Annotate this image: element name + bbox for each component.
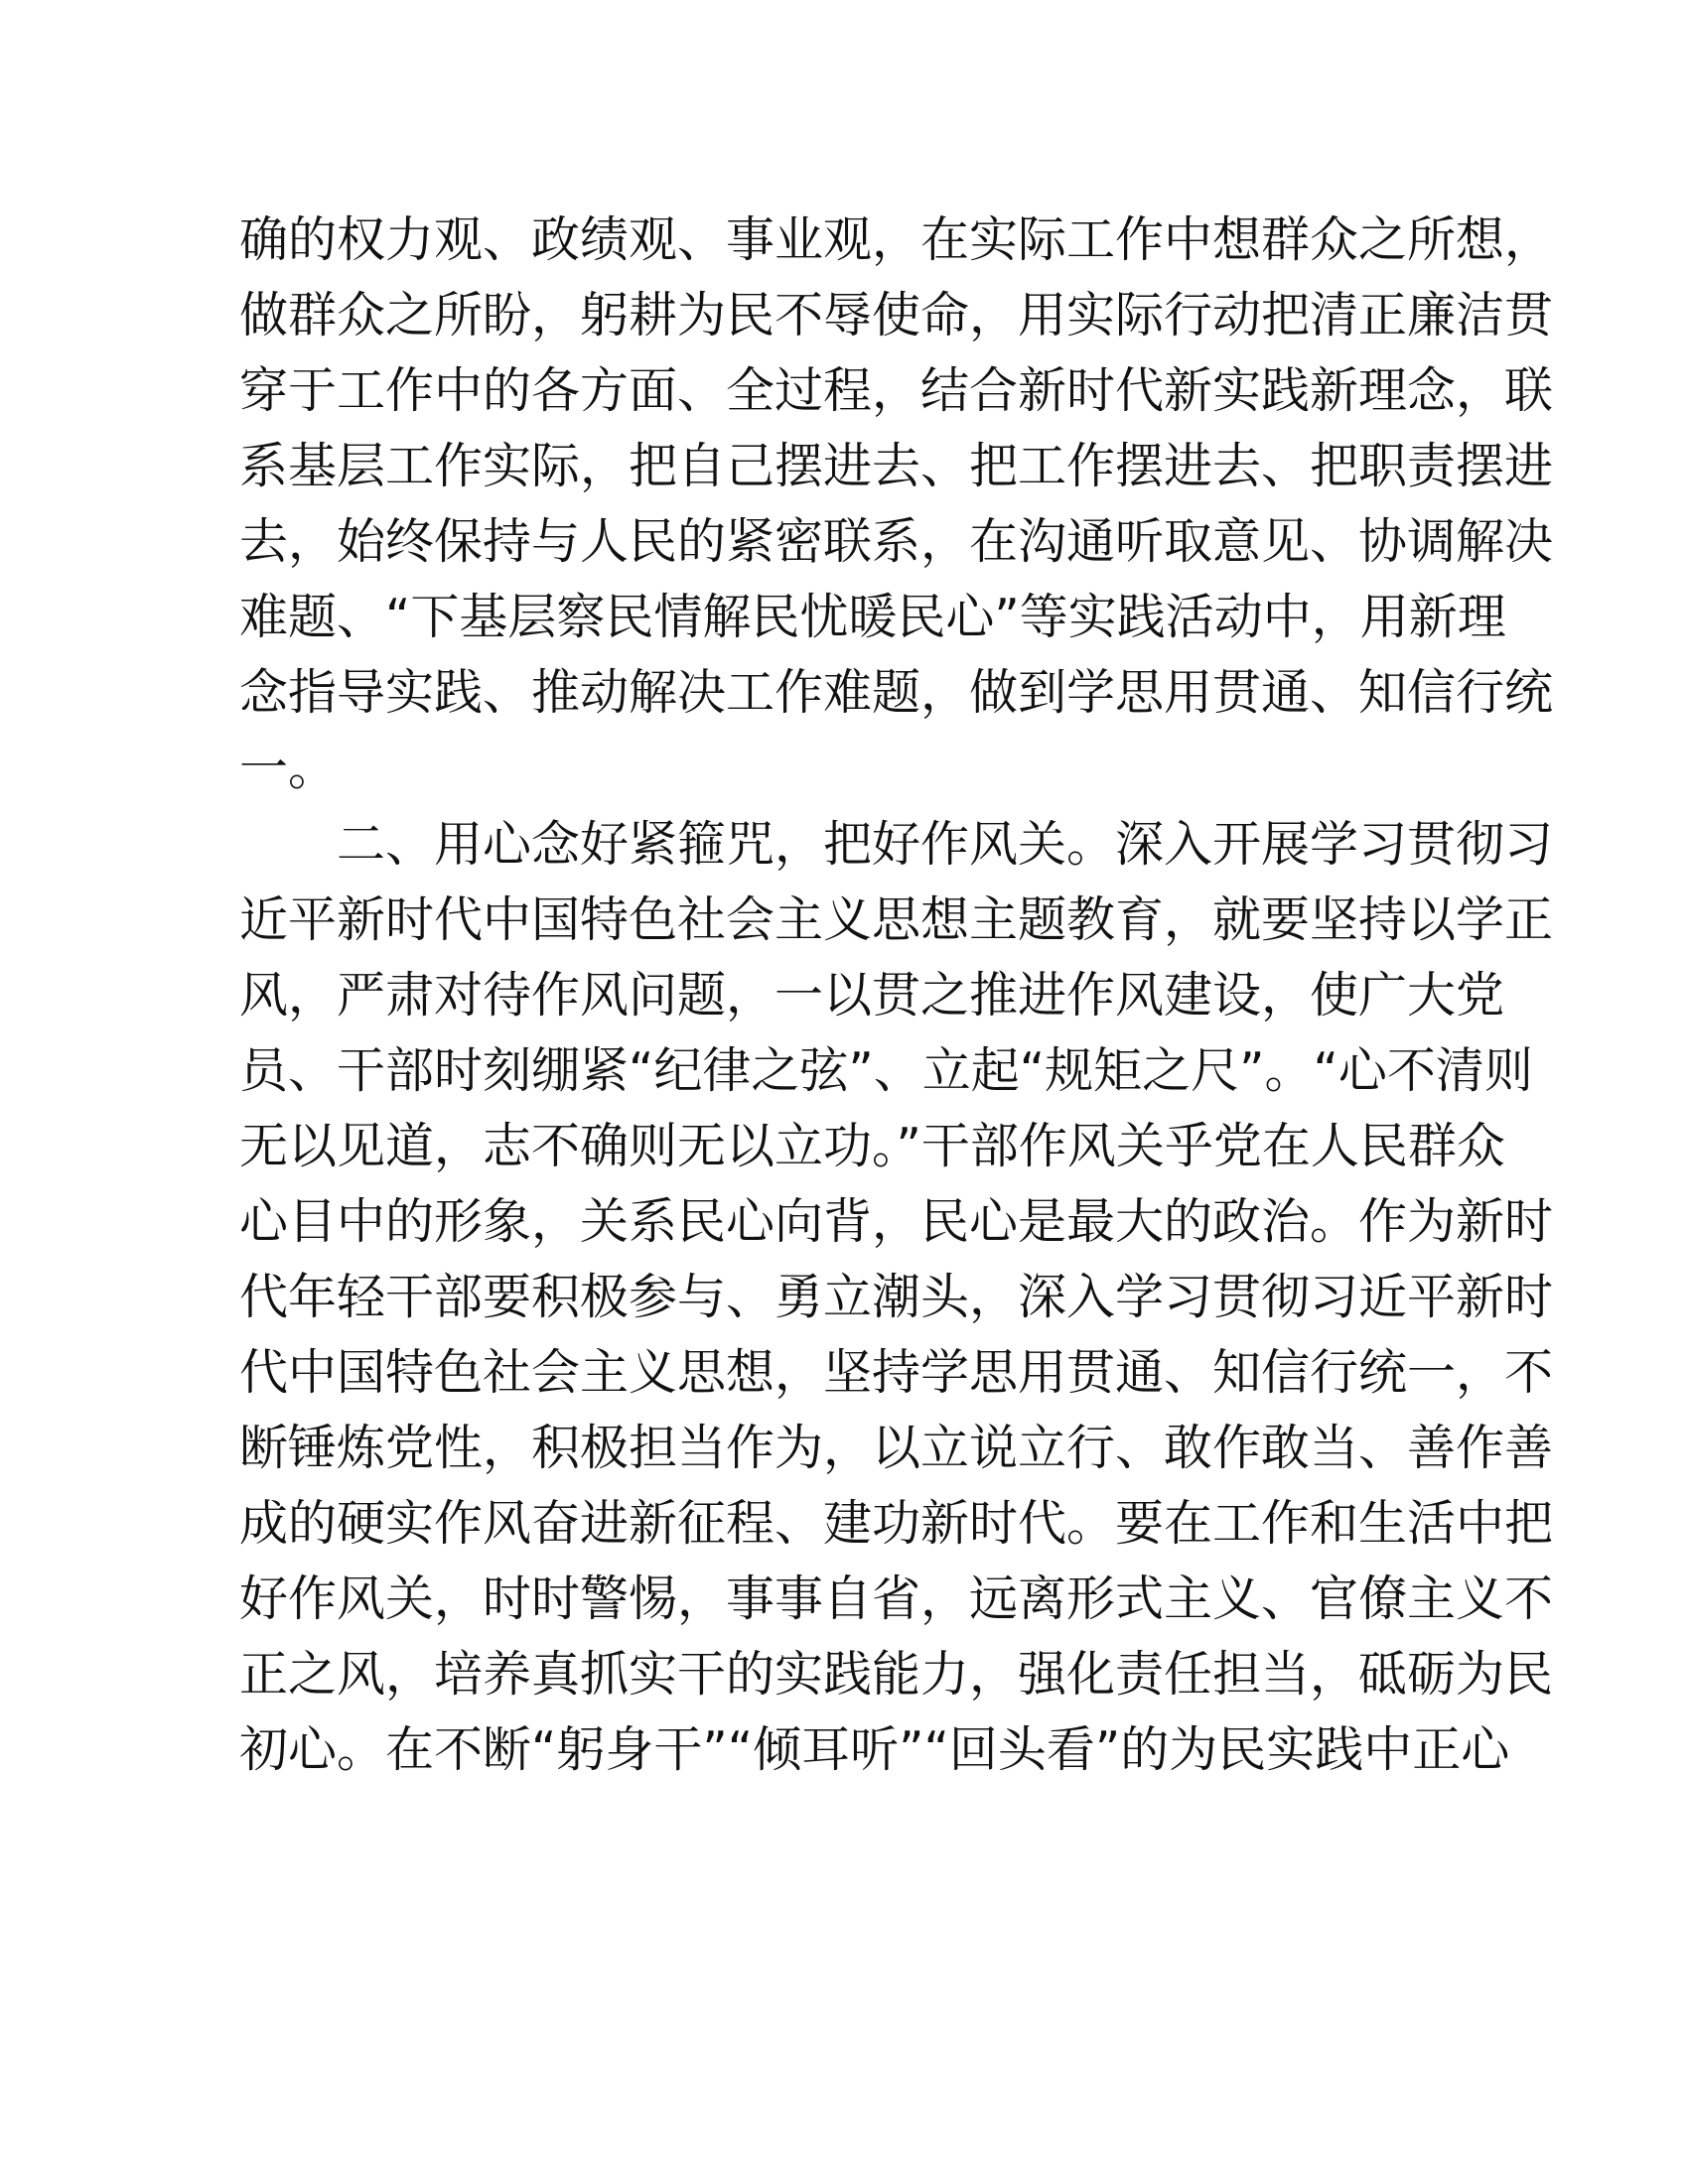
text-line: 代年轻干部要积极参与、勇立潮头，深入学习贯彻习近平新时 (239, 1269, 1554, 1325)
text-line: 代中国特色社会主义思想，坚持学思用贯通、知信行统一，不 (239, 1344, 1554, 1401)
text-line: 一。 (239, 740, 338, 796)
text-line: 系基层工作实际，把自己摆进去、把工作摆进去、把职责摆进 (239, 438, 1554, 494)
text-line: 风，严肃对待作风问题，一以贯之推进作风建设，使广大党 (239, 967, 1505, 1024)
section-two-paragraph (239, 807, 1554, 1788)
text-line: 初心。在不断“躬身干”“倾耳听”“回头看”的为民实践中正心 (239, 1721, 1510, 1778)
text-line: 心目中的形象，关系民心向背，民心是最大的政治。作为新时 (239, 1193, 1554, 1250)
text-line: 做群众之所盼，躬耕为民不辱使命，用实际行动把清正廉洁贯 (239, 287, 1554, 343)
text-line: 确的权力观、政绩观、事业观，在实际工作中想群众之所想， (239, 211, 1554, 268)
text-line: 无以见道，志不确则无以立功。”干部作风关乎党在人民群众 (239, 1118, 1505, 1174)
paragraph-continued (239, 203, 1554, 806)
text-line: 近平新时代中国特色社会主义思想主题教育，就要坚持以学正 (239, 891, 1554, 948)
text-line: 正之风，培养真抓实干的实践能力，强化责任担当，砥砺为民 (239, 1646, 1554, 1703)
text-line: 念指导实践、推动解决工作难题，做到学思用贯通、知信行统 (239, 664, 1554, 721)
text-line: 好作风关，时时警惕，事事自省，远离形式主义、官僚主义不 (239, 1570, 1554, 1627)
text-line: 难题、“下基层察民情解民忧暖民心”等实践活动中，用新理 (239, 589, 1506, 645)
text-line: 断锤炼党性，积极担当作为，以立说立行、敢作敢当、善作善 (239, 1420, 1554, 1476)
text-line: 成的硬实作风奋进新征程、建功新时代。要在工作和生活中把 (239, 1495, 1554, 1552)
section-heading-line: 二、用心念好紧箍咒，把好作风关。深入开展学习贯彻习 (337, 816, 1554, 873)
text-line: 员、干部时刻绷紧“纪律之弦”、立起“规矩之尺”。“心不清则 (239, 1042, 1533, 1099)
text-line: 穿于工作中的各方面、全过程，结合新时代新实践新理念，联 (239, 362, 1554, 419)
text-line: 去，始终保持与人民的紧密联系，在沟通听取意见、协调解决 (239, 513, 1554, 570)
